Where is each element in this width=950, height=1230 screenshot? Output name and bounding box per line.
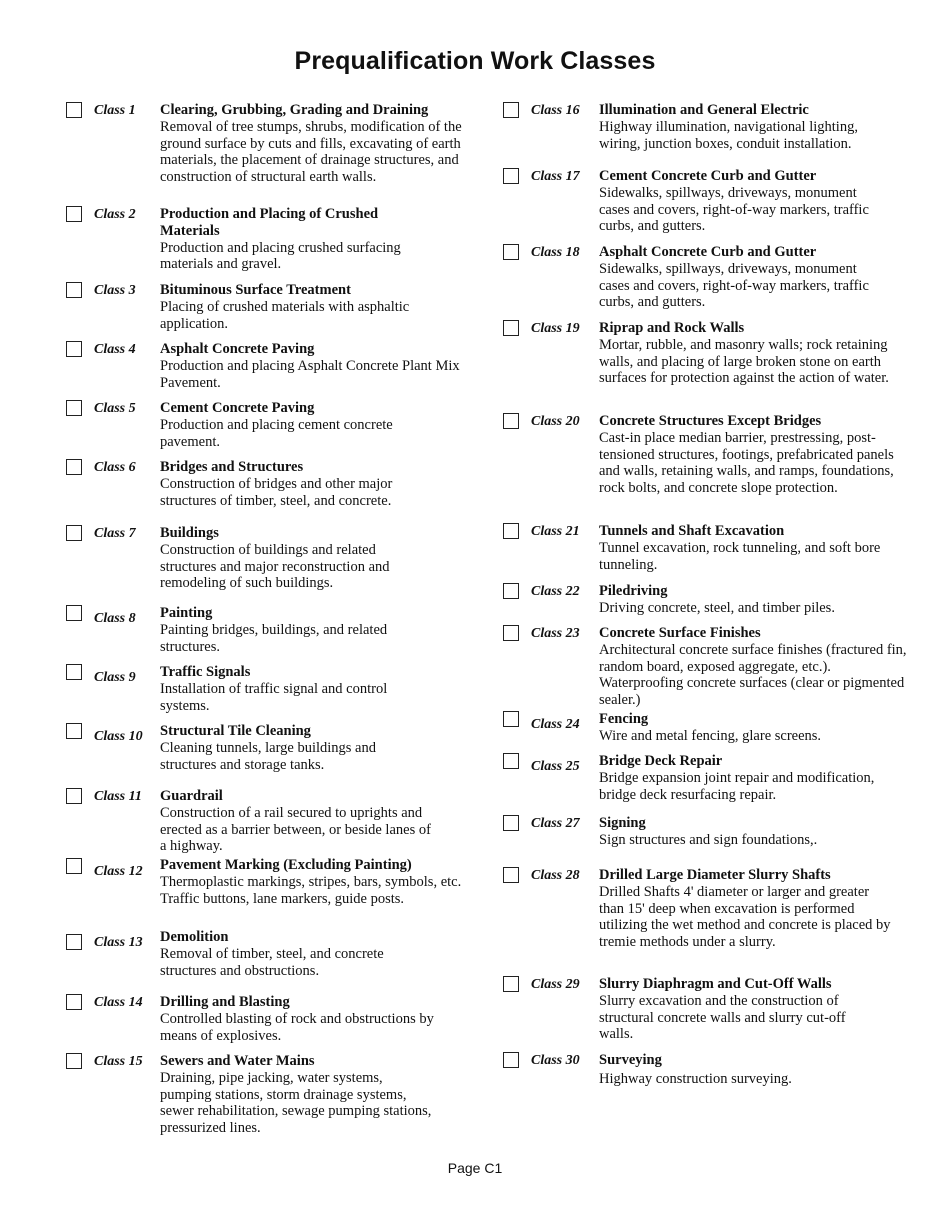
class-checkbox[interactable] (66, 341, 82, 357)
class-checkbox[interactable] (66, 605, 82, 621)
class-description: Draining, pipe jacking, water systems, pumping stations, storm drainage systems, sewer rehabilitation, sewage pumping stations, pressurized lines. (160, 1069, 432, 1137)
class-heading: Slurry Diaphragm and Cut-Off Walls (599, 976, 832, 992)
class-label: Class 8 (94, 611, 136, 626)
class-heading: Pavement Marking (Excluding Painting) (160, 857, 412, 873)
class-heading: Demolition (160, 929, 229, 945)
class-label: Class 22 (531, 584, 580, 599)
class-description: Cleaning tunnels, large buildings and structures and storage tanks. (160, 739, 376, 773)
class-description: Thermoplastic markings, stripes, bars, symbols, etc. Traffic buttons, lane markers, guide posts. (160, 873, 462, 907)
class-checkbox[interactable] (66, 934, 82, 950)
class-checkbox[interactable] (66, 723, 82, 739)
class-heading: Drilling and Blasting (160, 994, 290, 1010)
class-description: Removal of tree stumps, shrubs, modification of the ground surface by cuts and fills, excavating of earth materials, the placement of drainage structures, and construction of structural earth walls. (160, 118, 462, 186)
class-checkbox[interactable] (503, 867, 519, 883)
class-label: Class 10 (94, 729, 143, 744)
class-label: Class 11 (94, 789, 142, 804)
class-heading: Bituminous Surface Treatment (160, 282, 351, 298)
class-checkbox[interactable] (503, 815, 519, 831)
class-heading: Riprap and Rock Walls (599, 320, 745, 336)
class-checkbox[interactable] (503, 753, 519, 769)
class-heading: Tunnels and Shaft Excavation (599, 523, 785, 539)
class-checkbox[interactable] (66, 206, 82, 222)
class-heading: Asphalt Concrete Paving (160, 341, 315, 357)
class-heading: Asphalt Concrete Curb and Gutter (599, 244, 817, 260)
class-checkbox[interactable] (503, 102, 519, 118)
class-label: Class 9 (94, 670, 136, 685)
class-label: Class 12 (94, 864, 143, 879)
class-description: Placing of crushed materials with asphaltic application. (160, 298, 410, 332)
class-description: Painting bridges, buildings, and related structures. (160, 621, 388, 655)
class-description: Production and placing cement concrete pavement. (160, 416, 393, 450)
class-description: Production and placing crushed surfacing materials and gravel. (160, 239, 401, 273)
class-checkbox[interactable] (503, 711, 519, 727)
class-heading: Illumination and General Electric (599, 102, 809, 118)
class-checkbox[interactable] (503, 523, 519, 539)
class-description: Slurry excavation and the construction of structural concrete walls and slurry cut-off walls. (599, 992, 846, 1043)
class-checkbox[interactable] (66, 994, 82, 1010)
class-checkbox[interactable] (66, 102, 82, 118)
class-label: Class 28 (531, 868, 580, 883)
class-heading: Cement Concrete Paving (160, 400, 315, 416)
page-title: Prequalification Work Classes (294, 47, 656, 75)
class-description: Production and placing Asphalt Concrete Plant Mix Pavement. (160, 357, 460, 391)
class-label: Class 23 (531, 626, 580, 641)
class-heading: Sewers and Water Mains (160, 1053, 315, 1069)
class-heading: Guardrail (160, 788, 223, 804)
class-label: Class 3 (94, 283, 136, 298)
class-heading: Surveying (599, 1052, 662, 1068)
class-label: Class 19 (531, 321, 580, 336)
class-checkbox[interactable] (66, 282, 82, 298)
class-label: Class 16 (531, 103, 580, 118)
class-checkbox[interactable] (66, 788, 82, 804)
class-heading: Structural Tile Cleaning (160, 723, 311, 739)
page-number: Page C1 (447, 1160, 503, 1176)
class-label: Class 15 (94, 1054, 143, 1069)
class-checkbox[interactable] (503, 244, 519, 260)
class-heading: Production and Placing of Crushed Materials (160, 206, 379, 239)
class-checkbox[interactable] (66, 1053, 82, 1069)
class-checkbox[interactable] (503, 1052, 519, 1068)
class-description: Driving concrete, steel, and timber piles. (599, 599, 835, 616)
class-heading: Traffic Signals (160, 664, 251, 680)
class-label: Class 18 (531, 245, 580, 260)
class-heading: Buildings (160, 525, 219, 541)
class-checkbox[interactable] (66, 858, 82, 874)
class-label: Class 21 (531, 524, 580, 539)
class-label: Class 1 (94, 103, 136, 118)
class-label: Class 14 (94, 995, 143, 1010)
class-checkbox[interactable] (503, 625, 519, 641)
class-description: Wire and metal fencing, glare screens. (599, 727, 822, 744)
class-description: Bridge expansion joint repair and modification, bridge deck resurfacing repair. (599, 769, 875, 803)
class-heading: Bridge Deck Repair (599, 753, 723, 769)
class-heading: Bridges and Structures (160, 459, 304, 475)
class-description: Highway construction surveying. (599, 1070, 792, 1087)
class-description: Sidewalks, spillways, driveways, monument cases and covers, right-of-way markers, traffic curbs, and gutters. (599, 260, 869, 311)
class-description: Construction of buildings and related structures and major reconstruction and remodeling of such buildings. (160, 541, 390, 592)
class-description: Construction of bridges and other major structures of timber, steel, and concrete. (160, 475, 393, 509)
class-label: Class 6 (94, 460, 136, 475)
class-checkbox[interactable] (66, 525, 82, 541)
class-description: Sign structures and sign foundations,. (599, 831, 818, 848)
class-heading: Concrete Structures Except Bridges (599, 413, 822, 429)
class-label: Class 24 (531, 717, 580, 732)
class-checkbox[interactable] (503, 168, 519, 184)
class-label: Class 4 (94, 342, 136, 357)
class-label: Class 17 (531, 169, 580, 184)
class-description: Drilled Shafts 4' diameter or larger and greater than 15' deep when excavation is performed utilizing the wet method and concrete is placed by tremie methods under a slurry. (599, 883, 891, 951)
class-description: Mortar, rubble, and masonry walls; rock retaining walls, and placing of large broken stone on earth surfaces for protection against the action of water. (599, 336, 889, 387)
class-checkbox[interactable] (66, 459, 82, 475)
class-checkbox[interactable] (503, 976, 519, 992)
class-heading: Clearing, Grubbing, Grading and Draining (160, 102, 429, 118)
class-label: Class 27 (531, 816, 580, 831)
class-heading: Drilled Large Diameter Slurry Shafts (599, 867, 831, 883)
class-description: Architectural concrete surface finishes (fractured fin, random board, exposed aggregate, etc.). Waterproofing concrete surfaces (clear or pigmented sealer.) (599, 641, 907, 709)
class-checkbox[interactable] (503, 583, 519, 599)
class-label: Class 7 (94, 526, 136, 541)
class-label: Class 30 (531, 1053, 580, 1068)
class-checkbox[interactable] (503, 413, 519, 429)
class-heading: Fencing (599, 711, 649, 727)
class-label: Class 5 (94, 401, 136, 416)
class-label: Class 20 (531, 414, 580, 429)
class-description: Cast-in place median barrier, prestressing, post-tensioned structures, footings, prefabricated panels and walls, retaining walls, and ramps, foundations, rock bolts, and concrete slope protection. (599, 429, 894, 497)
class-description: Construction of a rail secured to uprights and erected as a barrier between, or beside lanes of a highway. (160, 804, 431, 855)
class-label: Class 13 (94, 935, 143, 950)
class-checkbox[interactable] (66, 664, 82, 680)
class-checkbox[interactable] (503, 320, 519, 336)
class-label: Class 25 (531, 759, 580, 774)
class-description: Installation of traffic signal and control systems. (160, 680, 388, 714)
class-description: Controlled blasting of rock and obstructions by means of explosives. (160, 1010, 434, 1044)
class-heading: Cement Concrete Curb and Gutter (599, 168, 817, 184)
class-checkbox[interactable] (66, 400, 82, 416)
class-heading: Concrete Surface Finishes (599, 625, 761, 641)
class-heading: Signing (599, 815, 646, 831)
class-heading: Piledriving (599, 583, 668, 599)
class-description: Tunnel excavation, rock tunneling, and soft bore tunneling. (599, 539, 881, 573)
class-heading: Painting (160, 605, 213, 621)
class-label: Class 2 (94, 207, 136, 222)
class-description: Removal of timber, steel, and concrete structures and obstructions. (160, 945, 384, 979)
class-label: Class 29 (531, 977, 580, 992)
class-description: Highway illumination, navigational lighting, wiring, junction boxes, conduit installation. (599, 118, 858, 152)
class-description: Sidewalks, spillways, driveways, monument cases and covers, right-of-way markers, traffic curbs, and gutters. (599, 184, 869, 235)
